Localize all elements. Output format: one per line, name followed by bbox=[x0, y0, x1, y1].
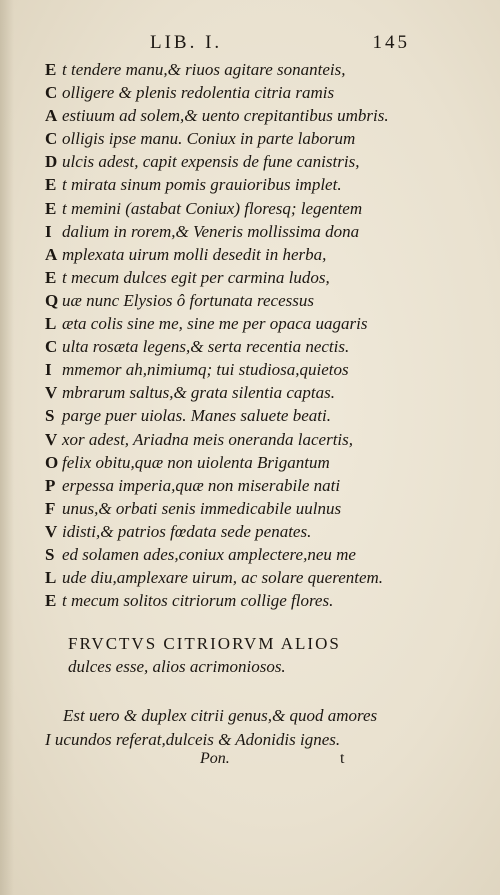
verse-line bbox=[45, 381, 465, 404]
verse-line bbox=[45, 173, 465, 196]
page-footer bbox=[200, 750, 400, 772]
verse-text: mplexata uirum molli desedit in herba, bbox=[62, 244, 327, 264]
verse-line bbox=[45, 566, 465, 589]
verse-line bbox=[45, 266, 465, 289]
verse-line bbox=[45, 312, 465, 335]
verse-line bbox=[45, 127, 465, 150]
verse-initial: I bbox=[45, 360, 52, 380]
signature-mark: t bbox=[340, 750, 345, 767]
verse-text: olligere & plenis redolentia citria ramis bbox=[62, 83, 335, 103]
verse-line bbox=[45, 451, 465, 474]
verse-initial: V bbox=[45, 521, 58, 541]
section-heading: FRVCTVS CITRIORVM ALIOS bbox=[68, 634, 341, 653]
verse-line bbox=[45, 589, 465, 612]
verse-line bbox=[45, 289, 465, 312]
verse-text: ulta rosæta legens,& serta recentia nectis. bbox=[62, 337, 350, 357]
verse-text: felix obitu,quæ non uiolenta Brigantum bbox=[62, 452, 330, 472]
verse-initial: E bbox=[45, 60, 57, 79]
verse-initial: S bbox=[45, 406, 55, 426]
verse-text: xor adest, Ariadna meis oneranda lacertis, bbox=[62, 429, 354, 449]
verse-line bbox=[45, 404, 465, 427]
verse-line bbox=[45, 543, 465, 566]
verse-text: t mecum solitos citriorum collige flores. bbox=[62, 591, 334, 611]
running-head: LIB. I. bbox=[150, 32, 223, 53]
verse-line bbox=[45, 58, 465, 81]
verse-initial: O bbox=[45, 452, 59, 472]
verse-line bbox=[45, 358, 465, 381]
verse-text: t mecum dulces egit per carmina ludos, bbox=[62, 267, 330, 287]
section-subheading: dulces esse, alios acrimoniosos. bbox=[68, 657, 286, 676]
verse-initial: L bbox=[45, 314, 57, 334]
verse-initial: V bbox=[45, 383, 58, 403]
verse-initial: S bbox=[45, 544, 55, 564]
verse-initial: L bbox=[45, 568, 57, 588]
verse-text: uæ nunc Elysios ô fortunata recessus bbox=[62, 290, 314, 310]
verse-line bbox=[45, 428, 465, 451]
verse-text: parge puer uiolas. Manes saluete beati. bbox=[62, 406, 331, 426]
verse-line bbox=[45, 150, 465, 173]
verse-text: ed solamen ades,coniux amplectere,neu me bbox=[62, 544, 356, 564]
verse-line bbox=[45, 220, 465, 243]
verse-text: mbrarum saltus,& grata silentia captas. bbox=[62, 383, 335, 403]
verse-line bbox=[45, 335, 465, 358]
verse-text: t memini (astabat Coniux) floresq; legentem bbox=[62, 198, 363, 218]
verse-initial: V bbox=[45, 429, 58, 449]
verse-text: olligis ipse manu. Coniux in parte laborum bbox=[62, 129, 356, 149]
verse-initial: C bbox=[45, 337, 58, 357]
verse-text: ude diu,amplexare uirum, ac solare querentem. bbox=[62, 568, 384, 588]
verse-initial: Q bbox=[45, 290, 59, 310]
verse-line bbox=[45, 104, 465, 127]
verse-line bbox=[45, 81, 465, 104]
verse-initial: C bbox=[45, 129, 58, 149]
verse-initial: A bbox=[45, 106, 58, 126]
verse-initial: E bbox=[45, 175, 57, 195]
verse-line bbox=[45, 197, 465, 220]
verse-block bbox=[45, 58, 465, 612]
prose-line: Est uero & duplex citrii genus,& quod amores bbox=[63, 706, 378, 725]
verse-text: t tendere manu,& riuos agitare sonanteis, bbox=[62, 60, 346, 79]
verse-text: ulcis adest, capit expensis de fune canistris, bbox=[62, 152, 360, 172]
folio-number: 145 bbox=[372, 32, 410, 53]
verse-line bbox=[45, 497, 465, 520]
verse-initial: A bbox=[45, 244, 58, 264]
catchword: Pon. bbox=[200, 750, 230, 767]
verse-line bbox=[45, 243, 465, 266]
prose-line: I ucundos referat,dulceis & Adonidis ignes. bbox=[45, 730, 341, 749]
verse-text: mmemor ah,nimiumq; tui studiosa,quietos bbox=[62, 360, 349, 380]
verse-text: t mirata sinum pomis grauioribus implet. bbox=[62, 175, 342, 195]
verse-text: æta colis sine me, sine me per opaca uagaris bbox=[62, 314, 368, 334]
verse-text: unus,& orbati senis immedicabile uulnus bbox=[62, 498, 342, 518]
verse-initial: D bbox=[45, 152, 58, 172]
verse-initial: F bbox=[45, 498, 56, 518]
verse-text: idisti,& patrios fœdata sede penates. bbox=[62, 521, 312, 541]
verse-text: erpessa imperia,quæ non miserabile nati bbox=[62, 475, 341, 495]
page-header bbox=[150, 32, 410, 56]
prose-block bbox=[45, 704, 465, 752]
verse-initial: E bbox=[45, 267, 57, 287]
verse-text: estiuum ad solem,& uento crepitantibus umbris. bbox=[62, 106, 389, 126]
verse-initial: P bbox=[45, 475, 56, 495]
verse-initial: I bbox=[45, 221, 52, 241]
verse-initial: E bbox=[45, 198, 57, 218]
verse-line bbox=[45, 474, 465, 497]
page-gutter-shadow bbox=[0, 0, 14, 895]
verse-line bbox=[45, 520, 465, 543]
verse-text: dalium in rorem,& Veneris mollissima dona bbox=[62, 221, 360, 241]
verse-initial: E bbox=[45, 591, 57, 611]
verse-initial: C bbox=[45, 83, 58, 103]
